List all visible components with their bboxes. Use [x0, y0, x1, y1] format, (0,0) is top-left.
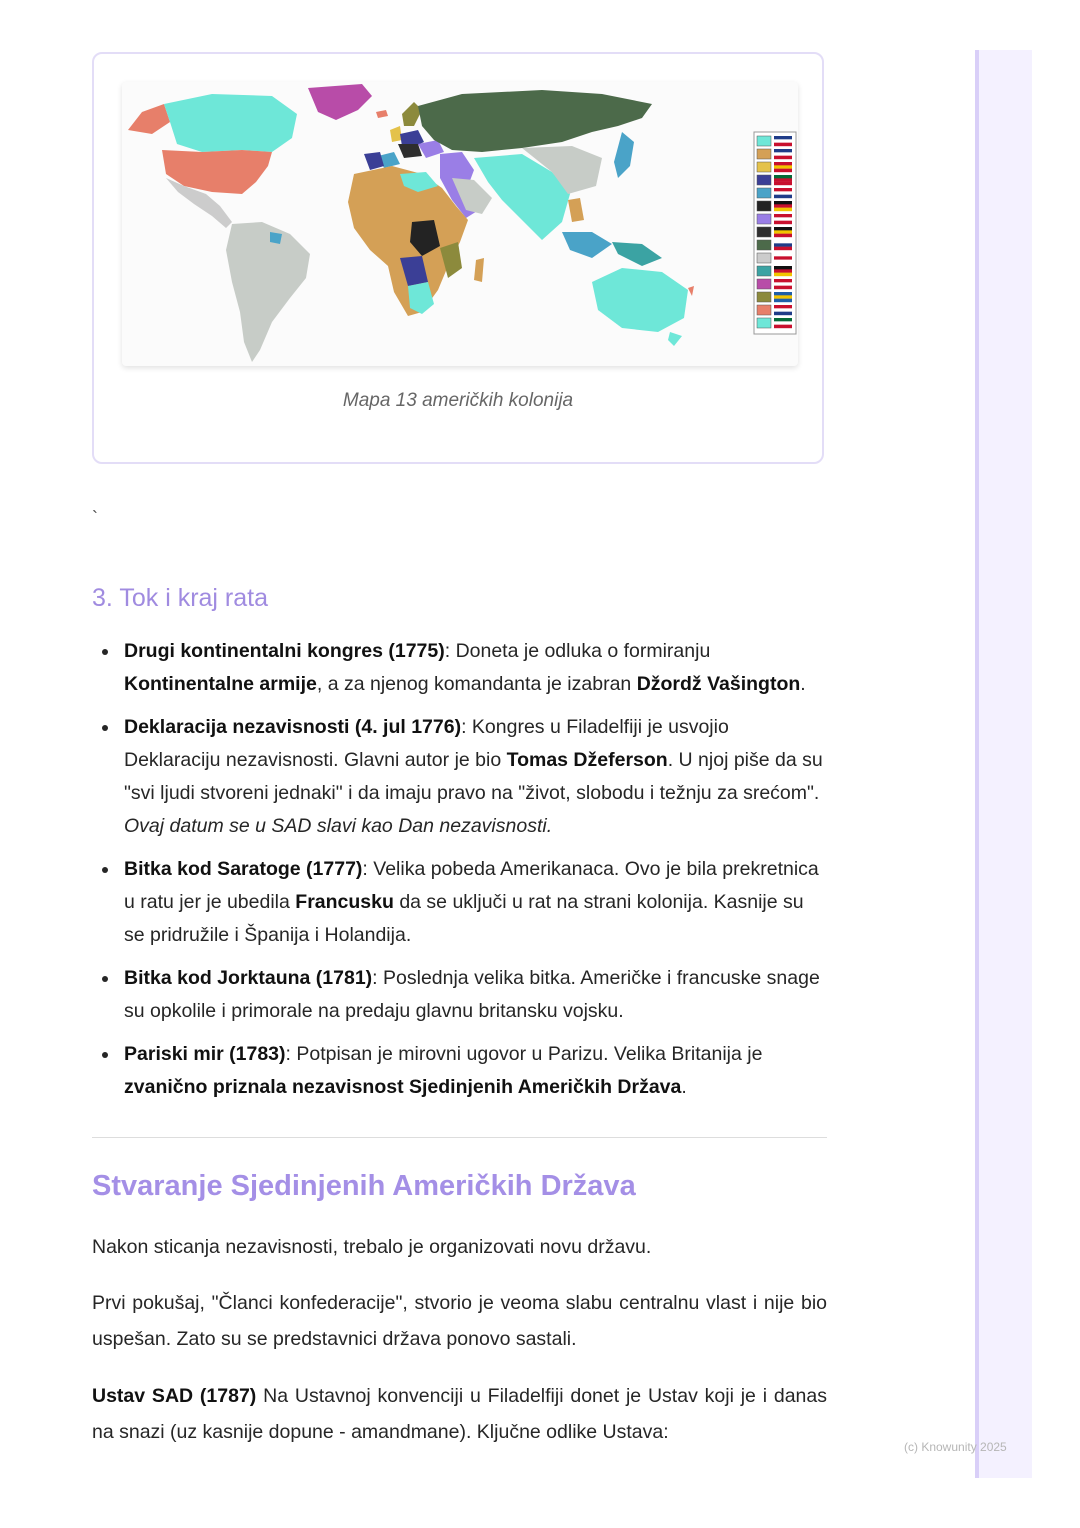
- paragraph-intro: Nakon sticanja nezavisnosti, trebalo je organizovati novu državu.: [92, 1236, 652, 1258]
- list-item: Drugi kontinentalni kongres (1775): Doneta je odluka o formiranju Kontinentalne armije, a za njenog komandanta je izabran Džordž Vašington.: [92, 635, 827, 701]
- legend-swatch: [757, 214, 771, 224]
- paragraph-constitution: Ustav SAD (1787) Na Ustavnoj konvenciji u Filadelfiji donet je Ustav koji je i danas na snazi (uz kasnije dopune - amandmane). Ključne odlike Ustava:: [92, 1385, 828, 1443]
- map-figure: [92, 52, 824, 464]
- legend-swatch: [757, 188, 771, 198]
- legend-swatch: [757, 162, 771, 172]
- flag-germany-icon: [774, 266, 792, 276]
- legend-swatch: [757, 279, 771, 289]
- legend-swatch: [757, 292, 771, 302]
- flag-germany-icon: [774, 201, 792, 211]
- flag-sweden-icon: [774, 292, 792, 302]
- list-item: Pariski mir (1783): Potpisan je mirovni ugovor u Parizu. Velika Britanija je zvanično priznala nezavisnost Sjedinjenih Američkih Država.: [92, 1038, 827, 1104]
- side-panel: [975, 50, 1032, 1478]
- legend-swatch: [757, 305, 771, 315]
- stray-backtick: `: [92, 508, 98, 528]
- legend-swatch: [757, 253, 771, 263]
- side-rail: [975, 50, 979, 1478]
- flag-japan-icon: [774, 253, 792, 263]
- legend-swatch: [757, 201, 771, 211]
- flag-italy-icon: [774, 318, 792, 328]
- war-events-list: [92, 635, 827, 1114]
- list-item: Deklaracija nezavisnosti (4. jul 1776): Kongres u Filadelfiji je usvojio Deklaraciju nezavisnosti. Glavni autor je bio Tomas Džeferson. U njoj piše da su "svi ljudi stvoreni jednaki" i da imaju pravo na "život, slobodu i težnju za srećom". Ovaj datum se u SAD slavi kao Dan nezavisnosti.: [92, 711, 827, 843]
- list-item: Bitka kod Jorktauna (1781): Poslednja velika bitka. Američke i francuske snage su opkolile i primorale na predaju glavnu britansku vojsku.: [92, 962, 827, 1028]
- legend-swatch: [757, 227, 771, 237]
- flag-denmark-icon: [774, 279, 792, 289]
- colonial-world-map: [122, 82, 798, 366]
- legend-swatch: [757, 175, 771, 185]
- section-heading-war: 3. Tok i kraj rata: [92, 584, 269, 612]
- figure-caption: Mapa 13 američkih kolonija: [342, 390, 574, 411]
- list-item: Bitka kod Saratoge (1777): Velika pobeda Amerikanaca. Ovo je bila prekretnica u ratu jer je ubedila Francusku da se uključi u rat na strani kolonija. Kasnije su se pridružile i Španija i Holandija.: [92, 853, 827, 952]
- legend-swatch: [757, 318, 771, 328]
- world-map-image: [122, 82, 798, 366]
- flag-ottoman-icon: [774, 214, 792, 224]
- paragraph-articles: Prvi pokušaj, "Članci konfederacije", stvorio je veoma slabu centralnu vlast i nije bio uspešan. Zato su se predstavnici država ponovo sastali.: [92, 1292, 827, 1350]
- flag-netherlands-icon: [774, 188, 792, 198]
- legend-swatch: [757, 266, 771, 276]
- flag-france-icon: [774, 149, 792, 159]
- flag-russia-icon: [774, 240, 792, 250]
- legend-swatch: [757, 149, 771, 159]
- copyright: (c) Knowunity 2025: [904, 1440, 1007, 1454]
- flag-belgium-icon: [774, 227, 792, 237]
- flag-spain-icon: [774, 162, 792, 172]
- legend-swatch: [757, 240, 771, 250]
- flag-usa-icon: [774, 305, 792, 315]
- legend-swatch: [757, 136, 771, 146]
- flag-uk-icon: [774, 136, 792, 146]
- section-divider: [92, 1137, 827, 1138]
- section-heading-usa: Stvaranje Sjedinjenih Američkih Država: [92, 1170, 636, 1202]
- flag-portugal-icon: [774, 175, 792, 185]
